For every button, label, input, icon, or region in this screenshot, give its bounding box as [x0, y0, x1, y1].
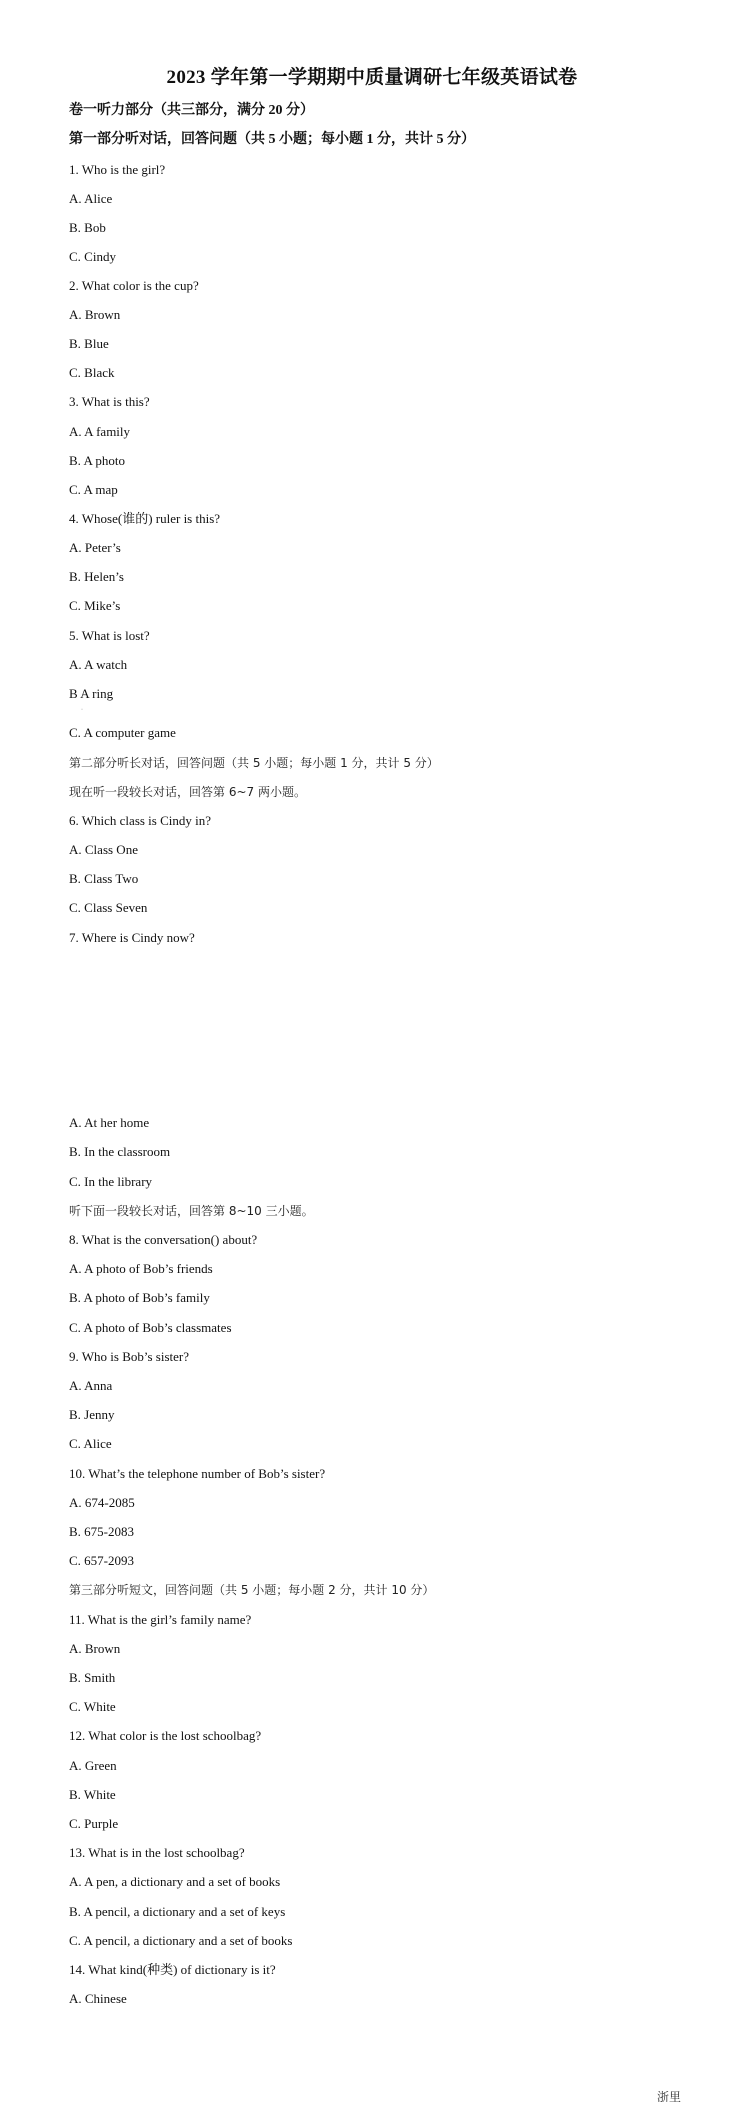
option-text: B. White [69, 1787, 116, 1802]
option-text: C. A pencil, a dictionary and a set of books [69, 1933, 293, 1948]
option-text: A. Anna [69, 1378, 113, 1393]
option-text: C. A photo of Bob’s classmates [69, 1320, 232, 1335]
section-note-part-3: 第三部分听短文，回答问题（共 5 小题；每小题 2 分，共计 10 分） [69, 1583, 435, 1597]
option-text: A. Brown [69, 307, 121, 322]
option-text: A. A family [69, 424, 131, 439]
option-text: B. A pencil, a dictionary and a set of keys [69, 1904, 286, 1919]
question-text: 13. What is in the lost schoolbag? [69, 1845, 245, 1860]
question-text: 14. What kind(种类) of dictionary is it? [69, 1962, 276, 1977]
option-text: C. White [69, 1699, 116, 1714]
stray-mark: · [81, 707, 83, 713]
option-text: B. A photo [69, 453, 125, 468]
option-text: A. Class One [69, 842, 138, 857]
option-text: B. Blue [69, 336, 109, 351]
question-text: 10. What’s the telephone number of Bob’s sister? [69, 1466, 326, 1481]
option-text: B A ring [69, 686, 114, 701]
option-text: C. Cindy [69, 249, 116, 264]
question-text: 1. Who is the girl? [69, 162, 166, 177]
option-text: C. 657-2093 [69, 1553, 134, 1568]
option-text: B. 675-2083 [69, 1524, 134, 1539]
page-title: 2023 学年第一学期期中质量调研七年级英语试卷 [166, 67, 578, 88]
option-text: A. A watch [69, 657, 128, 672]
question-text: 5. What is lost? [69, 628, 150, 643]
option-text: B. Bob [69, 220, 106, 235]
option-text: A. At her home [69, 1115, 150, 1130]
question-text: 4. Whose(谁的) ruler is this? [69, 511, 221, 526]
option-text: A. A pen, a dictionary and a set of books [69, 1874, 281, 1889]
question-text: 3. What is this? [69, 394, 150, 409]
instruction-note: 现在听一段较长对话，回答第 6~7 两小题。 [69, 785, 306, 799]
section-heading-listening: 卷一听力部分（共三部分，满分 20 分） [69, 103, 314, 118]
question-text: 6. Which class is Cindy in? [69, 813, 212, 828]
option-text: A. Chinese [69, 1991, 127, 2006]
option-text: B. In the classroom [69, 1144, 171, 1159]
option-text: C. Alice [69, 1436, 112, 1451]
question-text: 9. Who is Bob’s sister? [69, 1349, 190, 1364]
question-text: 7. Where is Cindy now? [69, 930, 195, 945]
question-text: 11. What is the girl’s family name? [69, 1612, 252, 1627]
option-text: C. Black [69, 365, 115, 380]
option-text: A. Green [69, 1758, 117, 1773]
option-text: B. Class Two [69, 871, 139, 886]
option-text: A. Peter’s [69, 540, 121, 555]
option-text: C. Class Seven [69, 900, 148, 915]
option-text: C. A computer game [69, 725, 176, 740]
option-text: A. Alice [69, 191, 113, 206]
option-text: C. Purple [69, 1816, 119, 1831]
question-text: 2. What color is the cup? [69, 278, 199, 293]
section-note-part-2: 第二部分听长对话，回答问题（共 5 小题；每小题 1 分，共计 5 分） [69, 756, 439, 770]
option-text: B. Smith [69, 1670, 116, 1685]
option-text: C. In the library [69, 1174, 153, 1189]
option-text: C. A map [69, 482, 118, 497]
option-text: B. Jenny [69, 1407, 115, 1422]
option-text: B. Helen’s [69, 569, 124, 584]
option-text: C. Mike’s [69, 598, 121, 613]
question-text: 8. What is the conversation() about? [69, 1232, 258, 1247]
option-text: B. A photo of Bob’s family [69, 1290, 210, 1305]
option-text: A. 674-2085 [69, 1495, 135, 1510]
question-text: 12. What color is the lost schoolbag? [69, 1728, 262, 1743]
instruction-note: 听下面一段较长对话，回答第 8~10 三小题。 [69, 1204, 314, 1218]
footer-watermark: 浙里 [657, 2090, 682, 2104]
option-text: A. Brown [69, 1641, 121, 1656]
section-heading-part-1: 第一部分听对话，回答问题（共 5 小题；每小题 1 分，共计 5 分） [69, 132, 475, 147]
option-text: A. A photo of Bob’s friends [69, 1261, 213, 1276]
